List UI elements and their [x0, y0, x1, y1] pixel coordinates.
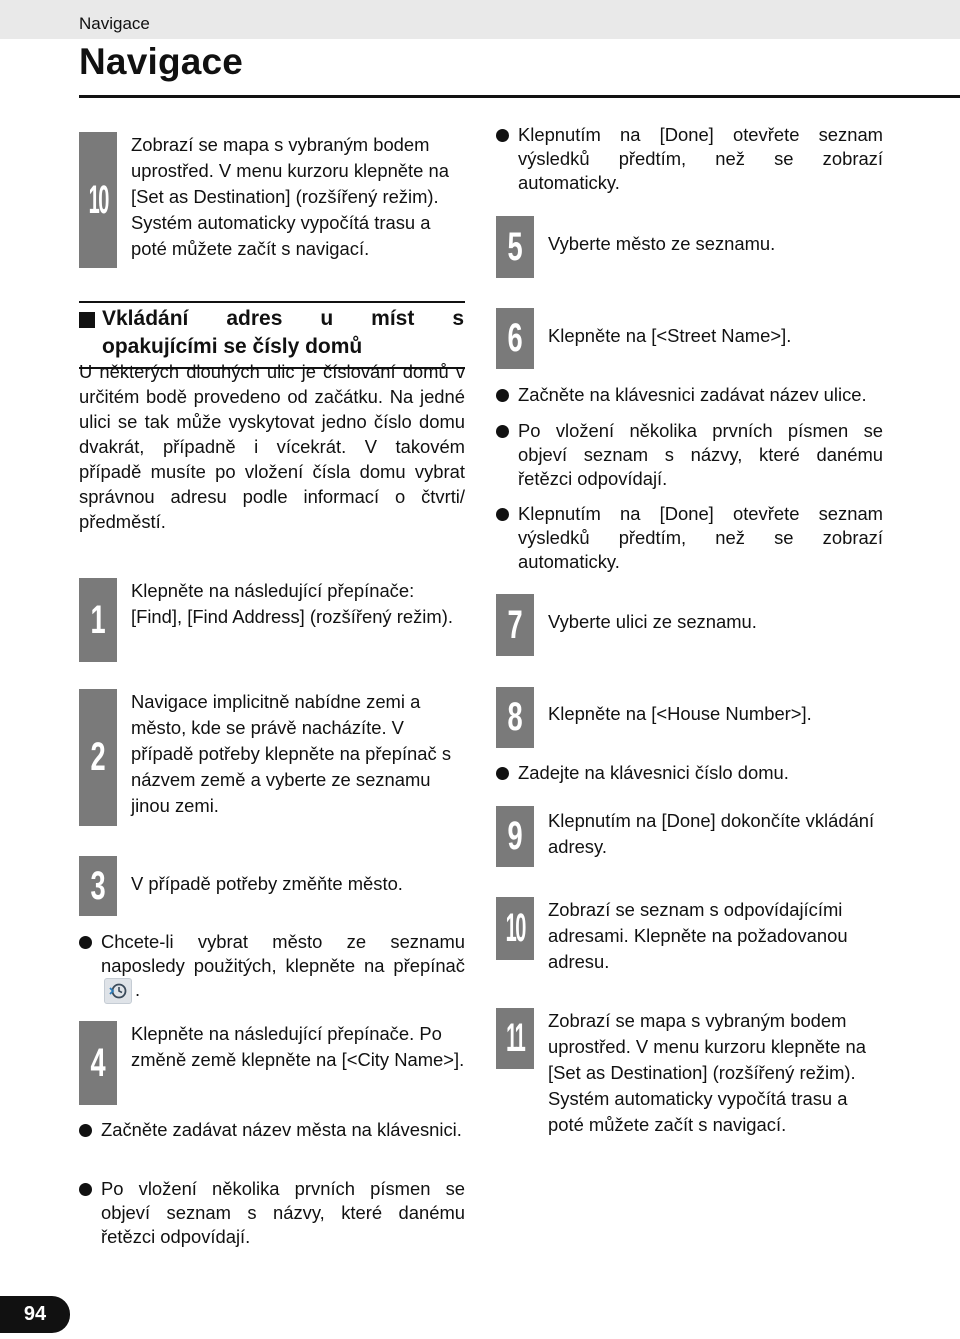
header-section-label: Navigace — [79, 14, 150, 33]
bullet-text: Klepnutím na [Done] otevřete seznam výsledků předtím, než se zobrazí automaticky. — [518, 124, 883, 193]
step-number-badge: 11 — [496, 1008, 534, 1069]
bullet-text: Začněte na klávesnici zadávat název ulice. — [518, 384, 867, 405]
step-6 — [496, 308, 883, 369]
bullet-icon — [496, 508, 509, 521]
step-number-badge: 7 — [496, 594, 534, 656]
step-2 — [79, 689, 465, 826]
bullet-text: Začněte zadávat název města na klávesnici. — [101, 1119, 462, 1140]
step-11 — [496, 1008, 883, 1138]
step-text: Klepnutím na [Done] dokončíte vkládání adresy. — [548, 810, 875, 857]
step-number-badge: 1 — [79, 578, 117, 662]
step-number-badge: 2 — [79, 689, 117, 826]
bullet-text: Zadejte na klávesnici číslo domu. — [518, 762, 789, 783]
bullet-list-appears-2 — [496, 419, 883, 491]
bullet-text: Klepnutím na [Done] otevřete seznam výsledků předtím, než se zobrazí automaticky. — [518, 503, 883, 572]
intro-paragraph: U některých dlouhých ulic je číslování domů v určitém bodě provedeno od začátku. Na jedné ulici se tak může vyskytovat jedno číslo domu dvakrát, případně i vícekrát. V takovém případě musíte po vložení čísla domu vybrat správnou adresu podle informací o čtvrti/ předměstí. — [79, 361, 465, 532]
recent-history-icon — [104, 978, 132, 1004]
step-3 — [79, 856, 465, 916]
bullet-list-appears — [79, 1177, 465, 1249]
step-text: Klepněte na [<House Number>]. — [548, 703, 812, 724]
step-5 — [496, 216, 883, 278]
step-text: Navigace implicitně nabídne zemi a město, kde se právě nacházíte. V případě potřeby klepněte na přepínač s názvem země a vyberte ze seznamu jinou zemi. — [131, 691, 452, 816]
title-divider — [79, 95, 960, 98]
bullet-icon — [79, 1124, 92, 1137]
step-4 — [79, 1021, 465, 1105]
bullet-icon — [79, 1183, 92, 1196]
bullet-icon — [496, 129, 509, 142]
section-title: Vkládání adres u míst s opakujícími se čísly domů — [102, 307, 464, 358]
bullet-icon — [79, 936, 92, 949]
step-number-badge: 5 — [496, 216, 534, 278]
bullet-icon — [496, 767, 509, 780]
step-10-right — [496, 897, 883, 975]
step-9 — [496, 806, 883, 867]
step-1 — [79, 578, 465, 662]
step-number-badge: 8 — [496, 687, 534, 748]
step-text: Vyberte město ze seznamu. — [548, 233, 776, 254]
bullet-text-end: . — [135, 979, 141, 1000]
bullet-text: Po vložení několika prvních písmen se objeví seznam s názvy, které danému řetězci odpovídají. — [101, 1178, 465, 1247]
step-text: V případě potřeby změňte město. — [131, 873, 403, 894]
step-10-left — [79, 132, 465, 268]
bullet-text: Po vložení několika prvních písmen se objeví seznam s názvy, které danému řetězci odpovídají. — [518, 420, 883, 489]
step-text: Zobrazí se mapa s vybraným bodem uprostřed. V menu kurzoru klepněte na [Set as Destination] (rozšířený režim). Systém automaticky vypočítá trasu a poté můžete začít s navigací. — [548, 1010, 866, 1135]
step-number-badge: 10 — [79, 132, 117, 268]
bullet-done-2 — [496, 502, 883, 574]
step-text: Klepněte na [<Street Name>]. — [548, 325, 792, 346]
page-number: 94 — [0, 1296, 70, 1333]
step-number-badge: 6 — [496, 308, 534, 369]
bullet-done-1 — [496, 123, 883, 195]
step-number-badge: 4 — [79, 1021, 117, 1105]
bullet-recent-cities — [79, 930, 465, 1004]
step-8 — [496, 687, 883, 748]
step-text: Klepněte na následující přepínače: [Find], [Find Address] (rozšířený režim). — [131, 580, 453, 627]
bullet-text: Chcete-li vybrat město ze seznamu naposledy použitých, klepněte na přepínač — [101, 931, 465, 976]
bullet-icon — [496, 389, 509, 402]
step-number-badge: 9 — [496, 806, 534, 867]
section-square-icon — [79, 312, 95, 328]
step-text: Zobrazí se mapa s vybraným bodem uprostřed. V menu kurzoru klepněte na [Set as Destination] (rozšířený režim). Systém automaticky vypočítá trasu a poté můžete začít s navigací. — [131, 134, 449, 259]
page-title: Navigace — [79, 41, 244, 82]
step-text: Vyberte ulici ze seznamu. — [548, 611, 757, 632]
step-text: Zobrazí se seznam s odpovídajícími adresami. Klepněte na požadovanou adresu. — [548, 899, 848, 972]
step-number-badge: 3 — [79, 856, 117, 916]
bullet-street — [496, 383, 883, 407]
bullet-house-number — [496, 761, 883, 785]
step-number-badge: 10 — [496, 897, 534, 960]
bullet-type-city — [79, 1118, 465, 1142]
step-text: Klepněte na následující přepínače. Po změně země klepněte na [<City Name>]. — [131, 1023, 465, 1070]
bullet-icon — [496, 425, 509, 438]
step-7 — [496, 594, 883, 656]
